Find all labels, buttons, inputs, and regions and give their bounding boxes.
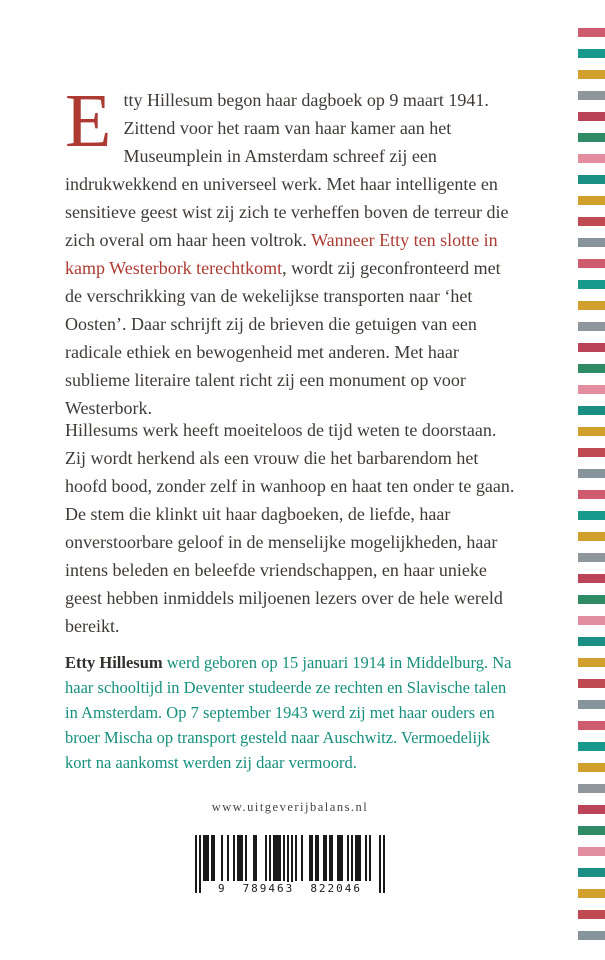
edge-stripe [578,280,605,289]
dropcap-letter: E [65,79,112,163]
edge-stripe [578,49,605,58]
text-segment: Etty Hillesum [65,653,163,672]
edge-stripe [578,658,605,667]
edge-stripe [578,700,605,709]
edge-stripe [578,448,605,457]
barcode-digit-group: 789463 [242,882,295,895]
edge-stripe [578,742,605,751]
edge-stripe [578,406,605,415]
edge-stripe [578,637,605,646]
edge-stripe [578,616,605,625]
edge-stripe [578,889,605,898]
edge-stripe [578,196,605,205]
edge-stripe [578,574,605,583]
edge-stripe [578,868,605,877]
edge-stripe [578,28,605,37]
edge-stripe [578,385,605,394]
edge-stripe [578,805,605,814]
barcode [187,831,393,895]
barcode-digit-group: 822046 [310,882,363,895]
edge-stripe [578,784,605,793]
edge-stripe [578,343,605,352]
edge-stripe [578,679,605,688]
barcode-number [195,882,385,895]
edge-stripe [578,364,605,373]
edge-stripe [578,595,605,604]
barcode-digit-group: 9 [217,882,227,895]
text-segment: Wanneer Etty ten slotte in kamp Westerbork terechtkomt [65,230,498,278]
text-segment: Hillesums werk heeft moeiteloos de tijd weten te doorstaan. Zij wordt herkend als een vrouw die het barbarendom het hoofd bood, zonder zelf in wanhoop en haat ten onder te gaan. De stem die klinkt uit haar dagboeken, de liefde, haar onverstoorbare geloof in de menselijke mogelijkheden, haar intens beleden en beleefde vriendschappen, en haar unieke geest hebben inmiddels miljoenen lezers over de hele wereld bereikt. [65,420,515,636]
paragraph-intro [65,79,515,422]
edge-stripe [578,469,605,478]
edge-stripe [578,532,605,541]
text-segment: werd geboren op 15 januari 1914 in Middelburg. Na haar schooltijd in Deventer studeerde ze rechten en Slavische talen in Amsterdam. Op 7 september 1943 werd zij met haar ouders en broer Mischa op transport gesteld naar Auschwitz. Vermoedelijk kort na aankomst werden zij daar vermoord. [65,653,512,772]
edge-stripe [578,217,605,226]
edge-stripe [578,427,605,436]
edge-stripe [578,322,605,331]
text-segment: , wordt zij geconfronteerd met de verschrikking van de wekelijkse transporten naar ‘het Oosten’. Daar schrijft zij de brieven die getuigen van een radicale ethiek en bewogenheid met anderen. Met haar sublieme literaire talent richt zij een monument op voor Westerbork. [65,258,501,418]
paragraph-legacy [65,416,515,640]
text-segment: tty Hillesum begon haar dagboek op 9 maart 1941. Zittend voor het raam van haar kamer aan het Museumplein in Amsterdam schreef zij een indrukwekkend en universeel werk. Met haar intelligente en sensitieve geest wist zij zich te verheffen boven de terreur die zich overal om haar heen voltrok. [65,90,509,250]
edge-stripe [578,721,605,730]
edge-stripe [578,259,605,268]
publisher-website: www.uitgeverijbalans.nl [211,800,369,814]
edge-stripe [578,931,605,940]
edge-stripe [578,490,605,499]
paragraph-biography [65,650,515,775]
edge-stripe [578,70,605,79]
edge-stripe [578,910,605,919]
edge-stripe [578,133,605,142]
edge-stripe [578,847,605,856]
edge-stripe [578,175,605,184]
edge-stripe-column [578,0,605,960]
edge-stripe [578,301,605,310]
edge-stripe [578,763,605,772]
edge-stripe [578,91,605,100]
footer [65,800,515,898]
edge-stripe [578,511,605,520]
edge-stripe [578,154,605,163]
edge-stripe [578,553,605,562]
edge-stripe [578,238,605,247]
edge-stripe [578,112,605,121]
edge-stripe [578,826,605,835]
